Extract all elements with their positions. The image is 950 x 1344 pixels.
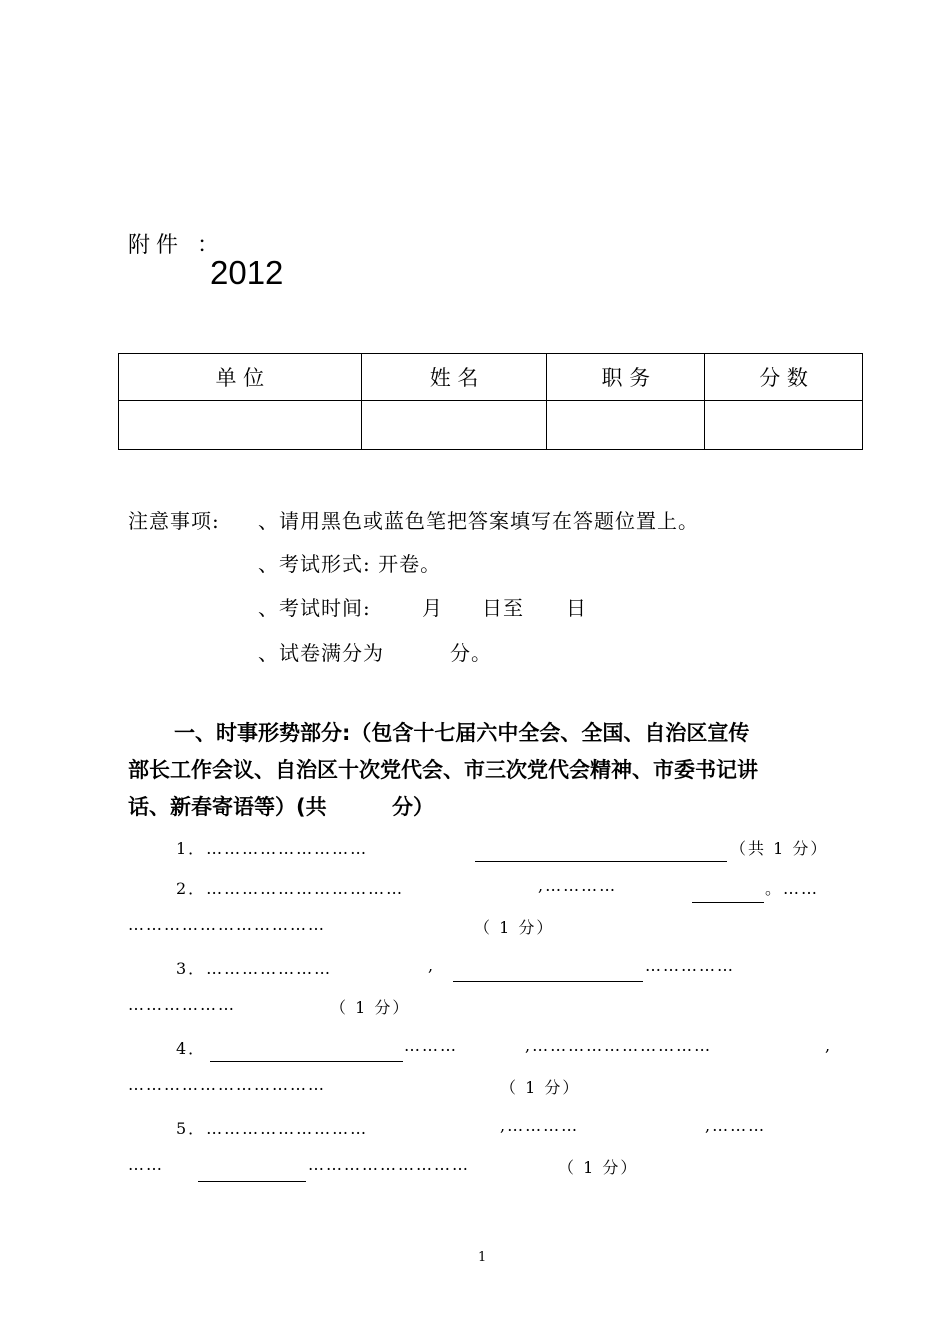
q2-answer-blank[interactable] (692, 902, 764, 903)
q4-line1-c: ,………………………… (525, 1036, 713, 1055)
header-score: 分 数 (705, 354, 863, 401)
q1-prefix: 1．……………………… (176, 839, 369, 858)
section1-title-line2: 部长工作会议、自治区十次党代会、市三次党代会精神、市委书记讲 (128, 758, 758, 782)
q4-answer-blank[interactable] (210, 1061, 403, 1062)
notice-item-1: 、请用黑色或蓝色笔把答案填写在答题位置上。 (258, 509, 699, 533)
q4-line2-a: …………………………… (128, 1075, 326, 1094)
q4-line1-a: 4． (176, 1039, 207, 1058)
q1-answer-blank[interactable] (475, 861, 727, 862)
q2-line2-b: （ 1 分） (474, 918, 555, 937)
notice-label: 注意事项: (128, 509, 220, 533)
q2-line2-a: …………………………… (128, 915, 326, 934)
score-cell[interactable] (705, 401, 863, 450)
unit-cell[interactable] (119, 401, 362, 450)
notice-item-2: 、考试形式: 开卷。 (258, 552, 442, 576)
notice-score-unit: 分。 (450, 641, 492, 665)
q5-line1-c: ,……… (705, 1116, 767, 1135)
section1-title-line3b: 分） (392, 795, 434, 819)
q5-answer-blank[interactable] (198, 1181, 306, 1182)
q3-line2-a: ……………… (128, 995, 236, 1014)
q5-line2-a: …… (128, 1155, 164, 1174)
header-position: 职 务 (547, 354, 705, 401)
notice-item-4: 、试卷满分为 (258, 641, 384, 665)
notice-time-month: 月 (422, 596, 443, 620)
info-table-input-row (119, 401, 863, 450)
q5-line1-b: ,………… (500, 1116, 580, 1135)
page-number: 1 (478, 1250, 487, 1265)
q5-line2-b: ……………………… (308, 1155, 470, 1174)
q4-line1-d: , (825, 1036, 833, 1055)
attachment-label: 附件 ： (128, 233, 225, 258)
q3-answer-blank[interactable] (453, 981, 643, 982)
q2-line1-a: 2．…………………………… (176, 879, 405, 898)
q3-line1-a: 3．………………… (176, 959, 333, 978)
header-name: 姓 名 (361, 354, 547, 401)
q3-line1-b: , (428, 956, 436, 975)
q2-line1-b: ,………… (538, 876, 618, 895)
info-table-header-row (119, 354, 863, 401)
q3-line2-b: （ 1 分） (330, 998, 411, 1017)
q4-line1-b: ……… (404, 1036, 458, 1055)
q1-suffix: （共 1 分） (730, 839, 829, 858)
notice-time-day: 日 (566, 596, 587, 620)
name-cell[interactable] (361, 401, 547, 450)
info-table (118, 353, 863, 450)
q3-line1-c: …………… (645, 956, 735, 975)
q5-line1-a: 5．……………………… (176, 1119, 369, 1138)
header-unit: 单 位 (119, 354, 362, 401)
notice-item-3: 、考试时间: (258, 596, 371, 620)
section1-title-line3a: 话、新春寄语等）(共 (128, 795, 327, 819)
q2-line1-c: 。…… (765, 879, 820, 898)
q5-line2-c: （ 1 分） (558, 1158, 639, 1177)
q4-line2-b: （ 1 分） (500, 1078, 581, 1097)
notice-time-day-to: 日至 (482, 596, 524, 620)
document-year: 2012 (210, 254, 284, 291)
position-cell[interactable] (547, 401, 705, 450)
section1-title-line1: 一、时事形势部分:（包含十七届六中全会、全国、自治区宣传 (174, 721, 750, 745)
